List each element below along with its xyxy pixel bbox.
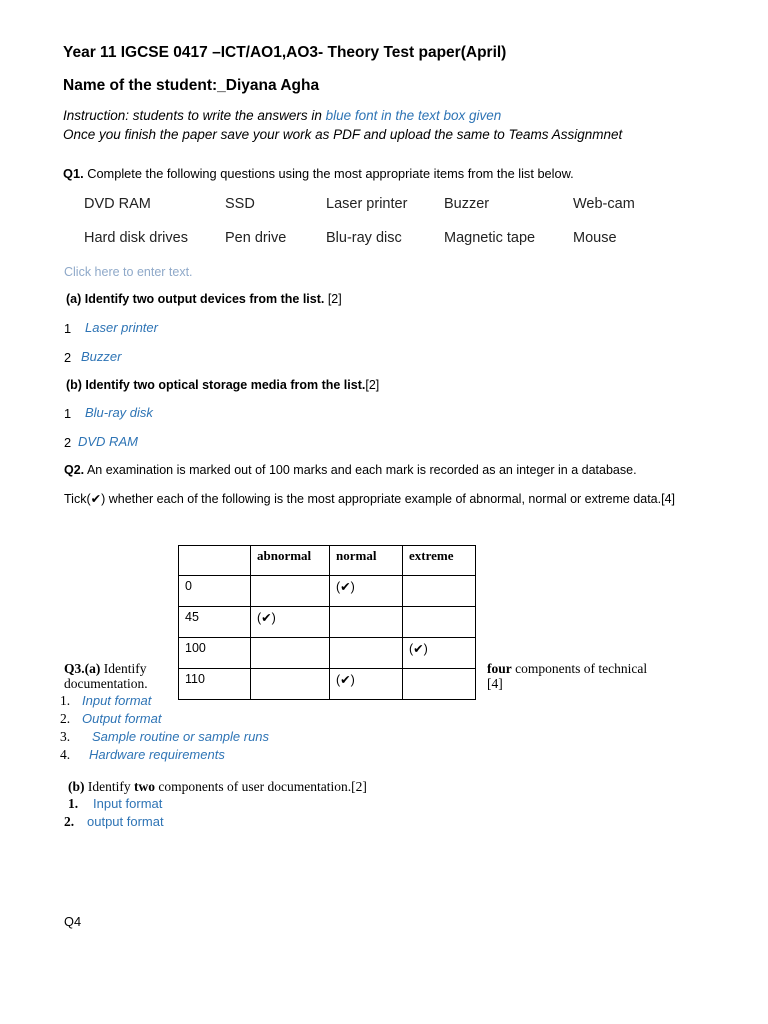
q1b-marks: [2] xyxy=(365,378,380,392)
page-title: Year 11 IGCSE 0417 –ICT/AO1,AO3- Theory Test paper(April) xyxy=(63,44,507,61)
table-cell-tick[interactable] xyxy=(251,669,330,700)
table-cell-value: 0 xyxy=(179,576,251,607)
q1-list-item: Blu-ray disc xyxy=(326,230,402,246)
q1-list-item: SSD xyxy=(225,196,255,212)
answer-field[interactable]: output format xyxy=(87,814,164,829)
table-cell-value: 110 xyxy=(179,669,251,700)
q3a-question-left-2: documentation. xyxy=(64,676,148,691)
table-cell-tick[interactable]: (✔) xyxy=(330,669,403,700)
student-name-label: Name of the student:_ xyxy=(63,77,226,94)
table-cell-tick[interactable]: (✔) xyxy=(330,576,403,607)
answer-number: 1 xyxy=(64,406,72,421)
q3b-text-post: components of user documentation.[2] xyxy=(155,779,367,794)
answer-number: 1. xyxy=(60,693,71,708)
answer-field[interactable]: Input format xyxy=(93,796,163,811)
instruction-line-2: Once you finish the paper save your work as PDF and upload the same to Teams Assignmnet xyxy=(63,127,623,142)
answer-field[interactable]: DVD RAM xyxy=(78,434,138,449)
q3b-label: (b) xyxy=(68,779,85,794)
answer-field[interactable]: Laser printer xyxy=(85,320,158,335)
answer-number: 2 xyxy=(64,350,72,365)
q1-list-item: Buzzer xyxy=(444,196,490,212)
table-row xyxy=(179,607,476,638)
answer-number: 2 xyxy=(64,435,72,450)
table-header-cell: abnormal xyxy=(251,546,330,576)
table-cell-tick[interactable] xyxy=(330,638,403,669)
table-header-cell: extreme xyxy=(403,546,476,576)
q1-question xyxy=(63,166,574,181)
instruction-text: Instruction: students to write the answers in xyxy=(63,108,326,123)
table-cell-value: 45 xyxy=(179,607,251,638)
q3b-text-pre: Identify xyxy=(84,779,134,794)
table-cell-tick[interactable] xyxy=(403,607,476,638)
q3a-label: Q3.(a) xyxy=(64,661,101,676)
q3b-bold-word: two xyxy=(134,779,155,794)
q3a-marks: [4] xyxy=(487,676,503,691)
q2-text: An examination is marked out of 100 marks and each mark is recorded as an integer in a database. xyxy=(84,463,637,477)
q3a-question-left xyxy=(64,661,147,677)
table-cell-tick[interactable] xyxy=(403,669,476,700)
q1a-text: (a) Identify two output devices from the list. xyxy=(66,292,325,306)
table-cell-tick[interactable]: (✔) xyxy=(403,638,476,669)
instruction-highlight: blue font in the text box given xyxy=(325,108,502,123)
table-cell-value: 100 xyxy=(179,638,251,669)
table-cell-tick[interactable] xyxy=(330,607,403,638)
table-row xyxy=(179,638,476,669)
answer-field[interactable]: Output format xyxy=(82,711,162,726)
instruction-line-1 xyxy=(63,108,501,123)
table-header-cell: normal xyxy=(330,546,403,576)
table-row xyxy=(179,576,476,607)
table-cell-tick[interactable]: (✔) xyxy=(251,607,330,638)
table-cell-tick[interactable] xyxy=(251,638,330,669)
student-name-line xyxy=(63,77,319,95)
q3a-text: Identify xyxy=(100,661,147,676)
answer-placeholder-field[interactable]: Click here to enter text. xyxy=(64,265,193,279)
q1-label: Q1. xyxy=(63,166,84,181)
q1-list-item: Magnetic tape xyxy=(444,230,536,246)
student-name-value: Diyana Agha xyxy=(225,77,320,94)
table-row xyxy=(179,669,476,700)
answer-number: 4. xyxy=(60,747,71,762)
q3a-bold-word: four xyxy=(487,661,512,676)
answer-number: 2. xyxy=(64,814,75,829)
answer-field[interactable]: Hardware requirements xyxy=(89,747,225,762)
q3b-question xyxy=(68,779,367,795)
answer-number: 1 xyxy=(64,321,72,336)
q2-label: Q2. xyxy=(64,463,85,477)
data-type-table xyxy=(178,545,476,700)
q2-question xyxy=(64,463,637,477)
q1a-marks: [2] xyxy=(324,292,342,306)
q1-list-item: Mouse xyxy=(573,230,617,246)
answer-number: 1. xyxy=(68,796,79,811)
q1-list-item: DVD RAM xyxy=(84,196,151,212)
table-cell-tick[interactable] xyxy=(251,576,330,607)
answer-field[interactable]: Buzzer xyxy=(81,349,122,364)
q1-list-item: Laser printer xyxy=(326,196,408,212)
q3a-text-right: components of technical xyxy=(511,661,648,676)
q2-tick-instruction: Tick(✔) whether each of the following is the most appropriate example of abnormal, normal or extreme data.[4] xyxy=(64,492,675,506)
q1-list-item: Pen drive xyxy=(225,230,287,246)
q1-text: Complete the following questions using the most appropriate items from the list below. xyxy=(83,166,574,181)
q1b-text: (b) Identify two optical storage media from the list. xyxy=(66,378,366,392)
table-header-cell xyxy=(179,546,251,576)
q3a-question-right xyxy=(487,661,647,677)
answer-field[interactable]: Sample routine or sample runs xyxy=(92,729,270,744)
answer-field[interactable]: Input format xyxy=(82,693,152,708)
answer-number: 3. xyxy=(60,729,71,744)
q4-label: Q4 xyxy=(64,914,82,929)
q1b-question xyxy=(66,378,379,392)
answer-field[interactable]: Blu-ray disk xyxy=(85,405,153,420)
answer-number: 2. xyxy=(60,711,71,726)
table-cell-tick[interactable] xyxy=(403,576,476,607)
q1a-question xyxy=(66,292,342,306)
table-header-row xyxy=(179,546,476,576)
q1-list-item: Hard disk drives xyxy=(84,230,188,246)
q1-list-item: Web-cam xyxy=(573,196,635,212)
